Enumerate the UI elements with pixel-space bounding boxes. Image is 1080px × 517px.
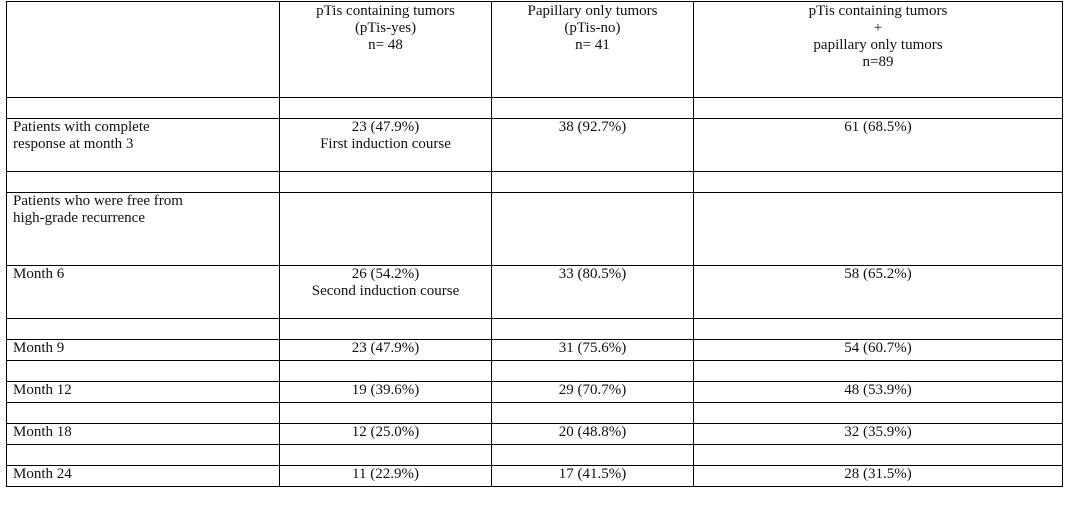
spacer-row bbox=[7, 319, 1063, 340]
spacer-row bbox=[7, 361, 1063, 382]
table-row bbox=[7, 193, 1063, 266]
header-ptis-yes: pTis containing tumors (pTis-yes) n= 48 bbox=[280, 2, 492, 98]
spacer-row bbox=[7, 172, 1063, 193]
cell-combined: 32 (35.9%) bbox=[694, 424, 1063, 445]
cell-ptis-yes: 19 (39.6%) bbox=[280, 382, 492, 403]
header-empty-cell bbox=[7, 2, 280, 98]
cell-combined: 58 (65.2%) bbox=[694, 266, 1063, 319]
cell-ptis-no: 17 (41.5%) bbox=[492, 466, 694, 487]
spacer-row bbox=[7, 403, 1063, 424]
cell-ptis-no: 33 (80.5%) bbox=[492, 266, 694, 319]
cell-ptis-yes: 23 (47.9%) bbox=[280, 340, 492, 361]
header-combined: pTis containing tumors + papillary only tumors n=89 bbox=[694, 2, 1063, 98]
table-row bbox=[7, 466, 1063, 487]
row-label: Patients with complete response at month 3 bbox=[7, 119, 280, 172]
row-label: Patients who were free from high-grade recurrence bbox=[7, 193, 280, 266]
cell-ptis-no: 20 (48.8%) bbox=[492, 424, 694, 445]
header-ptis-no: Papillary only tumors (pTis-no) n= 41 bbox=[492, 2, 694, 98]
cell-combined: 61 (68.5%) bbox=[694, 119, 1063, 172]
cell-ptis-yes: 11 (22.9%) bbox=[280, 466, 492, 487]
cell-ptis-no: 31 (75.6%) bbox=[492, 340, 694, 361]
row-label: Month 24 bbox=[7, 466, 280, 487]
table-row bbox=[7, 119, 1063, 172]
cell-ptis-no: 29 (70.7%) bbox=[492, 382, 694, 403]
row-label: Month 6 bbox=[7, 266, 280, 319]
cell-ptis-yes: 26 (54.2%) Second induction course bbox=[280, 266, 492, 319]
cell-combined: 48 (53.9%) bbox=[694, 382, 1063, 403]
spacer-row bbox=[7, 445, 1063, 466]
row-label: Month 18 bbox=[7, 424, 280, 445]
row-label: Month 12 bbox=[7, 382, 280, 403]
cell-ptis-yes: 23 (47.9%) First induction course bbox=[280, 119, 492, 172]
spacer-row bbox=[7, 98, 1063, 119]
results-table bbox=[6, 1, 1063, 487]
table-row bbox=[7, 424, 1063, 445]
cell-combined: 28 (31.5%) bbox=[694, 466, 1063, 487]
table-row bbox=[7, 266, 1063, 319]
table-row bbox=[7, 382, 1063, 403]
header-row bbox=[7, 2, 1063, 98]
table-row bbox=[7, 340, 1063, 361]
cell-ptis-no: 38 (92.7%) bbox=[492, 119, 694, 172]
row-label: Month 9 bbox=[7, 340, 280, 361]
cell-combined: 54 (60.7%) bbox=[694, 340, 1063, 361]
cell-ptis-yes: 12 (25.0%) bbox=[280, 424, 492, 445]
